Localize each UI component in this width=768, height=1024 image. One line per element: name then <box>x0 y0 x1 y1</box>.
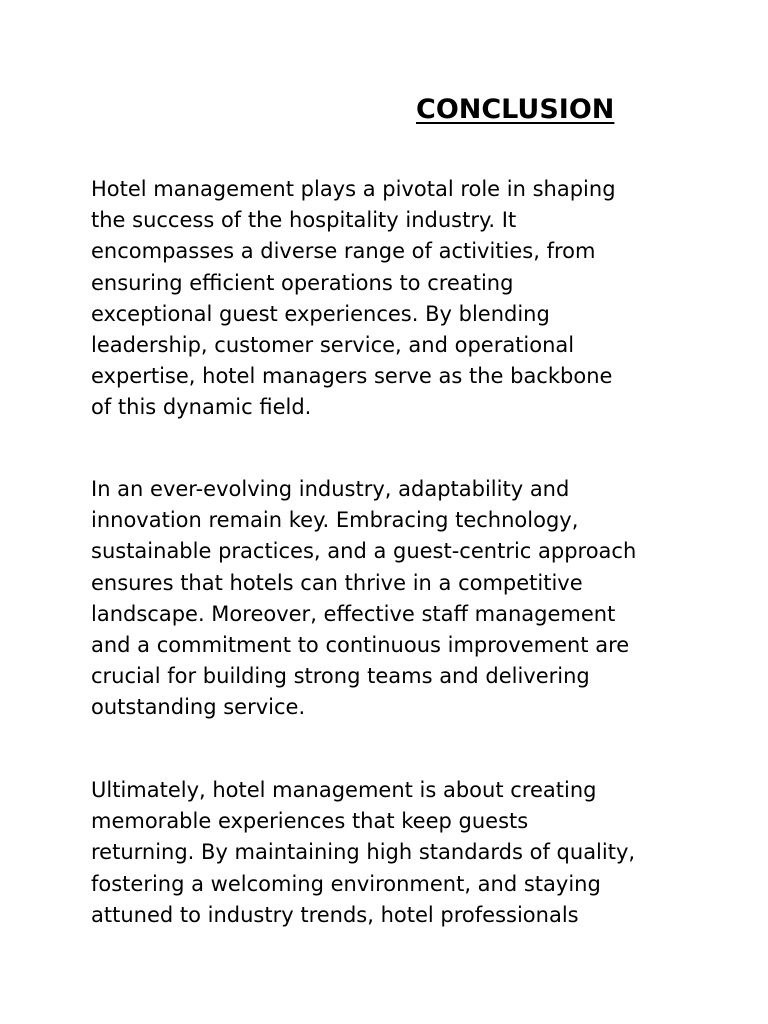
paragraph-1: Hotel management plays a pivotal role in shaping the success of the hospitality industry. It encompasses a diverse range of activities, from ensuring efficient operations to creating exceptional guest experiences. By blending leadership, customer service, and operational expertise, hotel managers serve as the backbone of this dynamic field. <box>91 177 616 420</box>
paragraph-3: Ultimately, hotel management is about creating memorable experiences that keep guests returning. By maintaining high standards of quality, fostering a welcoming environment, and staying attuned to industry trends, hotel professionals <box>91 778 636 927</box>
paragraph-2: In an ever-evolving industry, adaptability and innovation remain key. Embracing technology, sustainable practices, and a guest-centric approach ensures that hotels can thrive in a competitive landscape. Moreover, effective staff management and a commitment to continuous improvement are crucial for building strong teams and delivering outstanding service. <box>91 477 637 720</box>
page-title: CONCLUSION <box>416 94 615 125</box>
